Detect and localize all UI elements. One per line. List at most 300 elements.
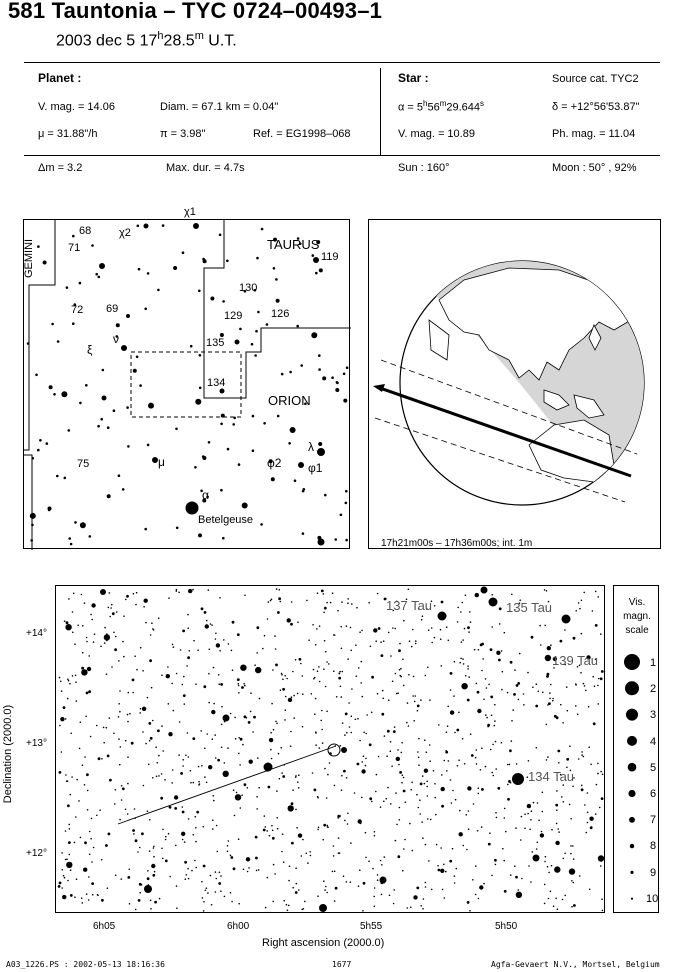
chart-star xyxy=(341,648,343,650)
lbl-lambda: λ xyxy=(308,440,314,454)
lbl-134-tau: 134 Tau xyxy=(528,769,575,784)
chart-star xyxy=(414,695,416,697)
chart-star xyxy=(425,882,427,884)
scale-svg xyxy=(614,586,660,914)
chart-star xyxy=(537,842,539,844)
finder-star xyxy=(252,449,255,452)
chart-star xyxy=(168,732,172,736)
chart-star xyxy=(490,648,493,651)
chart-star xyxy=(182,765,184,767)
chart-star xyxy=(359,631,361,633)
chart-star xyxy=(509,764,511,766)
chart-star xyxy=(477,830,479,832)
chart-star xyxy=(395,840,397,842)
lbl-chi1: χ1 xyxy=(184,206,196,218)
finder-star xyxy=(107,494,111,498)
chart-star xyxy=(82,764,84,766)
chart-star xyxy=(569,868,575,874)
chart-star xyxy=(483,699,485,701)
chart-star xyxy=(218,882,221,885)
chart-star xyxy=(76,878,78,880)
chart-star xyxy=(361,769,365,773)
scale-mag-3: 3 xyxy=(650,709,657,721)
chart-star xyxy=(495,768,497,770)
chart-star xyxy=(254,664,256,666)
chart-star xyxy=(221,747,223,749)
chart-star xyxy=(581,600,583,602)
chart-star xyxy=(118,660,120,662)
chart-star xyxy=(282,688,285,691)
chart-star xyxy=(419,813,421,815)
chart-star xyxy=(67,679,69,681)
chart-star xyxy=(556,809,558,811)
chart-star xyxy=(370,646,372,648)
chart-star xyxy=(344,820,346,822)
label-gemini: GEMINI xyxy=(23,238,35,278)
chart-star xyxy=(151,687,153,689)
chart-star xyxy=(418,807,420,809)
chart-star xyxy=(265,907,267,909)
chart-star xyxy=(515,827,517,829)
chart-star xyxy=(165,860,168,863)
chart-star xyxy=(453,695,455,697)
chart-star xyxy=(192,589,194,591)
chart-star xyxy=(520,839,522,841)
chart-star xyxy=(105,844,108,847)
chart-star xyxy=(399,807,401,809)
chart-star xyxy=(188,756,190,758)
chart-star xyxy=(111,604,113,606)
chart-star xyxy=(358,667,360,669)
chart-star xyxy=(471,754,474,757)
chart-star xyxy=(263,829,266,832)
chart-star xyxy=(234,717,236,719)
chart-star xyxy=(594,685,596,687)
chart-star xyxy=(74,896,76,898)
chart-star xyxy=(339,671,341,673)
chart-star xyxy=(329,762,331,764)
chart-star xyxy=(302,726,304,728)
chart-star xyxy=(599,807,601,809)
chart-star xyxy=(187,656,190,659)
chart-star xyxy=(516,892,522,898)
chart-star xyxy=(587,792,589,794)
chart-star xyxy=(317,895,319,897)
chart-star xyxy=(395,673,397,675)
chart-star xyxy=(491,875,493,877)
chart-star xyxy=(240,807,242,809)
chart-star xyxy=(546,675,549,678)
chart-star xyxy=(467,626,470,629)
chart-star xyxy=(213,795,215,797)
chart-star xyxy=(276,588,278,590)
chart-star xyxy=(438,869,441,872)
finder-star xyxy=(102,369,105,372)
chart-star xyxy=(284,719,286,721)
chart-star xyxy=(73,593,75,595)
chart-star xyxy=(384,856,386,858)
finder-bright-star xyxy=(193,223,199,229)
chart-star xyxy=(104,642,106,644)
chart-star xyxy=(322,742,324,744)
chart-star xyxy=(417,751,419,753)
chart-star xyxy=(125,809,127,811)
finder-star xyxy=(252,415,255,418)
chart-star xyxy=(90,838,92,840)
chart-star xyxy=(161,725,163,727)
chart-star xyxy=(223,771,229,777)
chart-star xyxy=(101,899,104,902)
chart-star xyxy=(502,848,504,850)
chart-star xyxy=(489,832,491,834)
chart-star xyxy=(176,885,178,887)
chart-star xyxy=(468,631,470,633)
chart-star xyxy=(189,650,191,652)
chart-star xyxy=(445,871,447,873)
chart-star xyxy=(274,873,276,875)
chart-star xyxy=(350,842,352,844)
chart-star xyxy=(481,826,483,828)
chart-star xyxy=(446,731,448,733)
chart-star xyxy=(306,853,308,855)
chart-star xyxy=(341,696,343,698)
chart-star xyxy=(347,658,349,660)
chart-star xyxy=(223,639,225,641)
finder-star xyxy=(202,258,205,261)
chart-star xyxy=(89,854,91,856)
chart-star xyxy=(147,877,150,880)
delta-mag: Δm = 3.2 xyxy=(38,162,83,174)
finder-star xyxy=(98,276,101,279)
chart-star xyxy=(401,742,403,744)
chart-star xyxy=(122,641,124,643)
chart-star xyxy=(544,903,546,905)
chart-star xyxy=(564,895,566,897)
chart-star xyxy=(59,725,61,727)
chart-star xyxy=(408,589,410,591)
finder-star xyxy=(31,457,34,460)
lbl-139-tau: 139 Tau xyxy=(552,653,599,668)
chart-star xyxy=(149,740,151,742)
chart-star xyxy=(59,677,61,679)
chart-star xyxy=(477,709,481,713)
chart-star xyxy=(450,689,452,691)
chart-star xyxy=(536,848,538,850)
chart-star xyxy=(499,623,501,625)
scale-dot xyxy=(630,844,634,848)
chart-star xyxy=(78,800,80,802)
chart-star xyxy=(319,681,321,683)
chart-star xyxy=(341,775,343,777)
chart-star xyxy=(410,789,412,791)
chart-star xyxy=(601,797,604,800)
chart-star xyxy=(237,678,240,681)
chart-star xyxy=(584,685,586,687)
chart-star xyxy=(429,760,431,762)
chart-star xyxy=(443,864,445,866)
chart-star xyxy=(572,786,574,788)
chart-star xyxy=(161,674,163,676)
chart-star xyxy=(88,876,90,878)
chart-star xyxy=(123,656,125,658)
chart-star xyxy=(302,839,304,841)
chart-star xyxy=(417,705,420,708)
chart-stars xyxy=(58,587,605,913)
finder-star xyxy=(27,342,30,345)
chart-star xyxy=(467,668,469,670)
chart-star xyxy=(270,732,272,734)
chart-star xyxy=(581,788,584,791)
chart-star xyxy=(68,598,70,600)
chart-star xyxy=(530,881,532,883)
chart-star xyxy=(172,644,174,646)
chart-star xyxy=(424,769,428,773)
chart-star xyxy=(248,867,250,869)
chart-star xyxy=(456,729,459,732)
finder-star xyxy=(266,323,269,326)
chart-star xyxy=(441,787,445,791)
chart-star xyxy=(111,666,113,668)
chart-star xyxy=(422,615,424,617)
chart-star xyxy=(482,658,484,660)
chart-star xyxy=(426,786,428,788)
chart-star xyxy=(118,716,120,718)
chart-star xyxy=(67,698,69,700)
chart-star xyxy=(387,787,389,789)
finder-star xyxy=(276,299,280,303)
chart-star xyxy=(458,712,460,714)
chart-star xyxy=(558,831,560,833)
chart-star xyxy=(345,713,348,716)
lbl-137-tau: 137 Tau xyxy=(386,598,433,613)
chart-star xyxy=(575,610,577,612)
chart-bright-star xyxy=(319,904,327,912)
finder-star xyxy=(95,273,98,276)
sun-elongation: Sun : 160° xyxy=(398,162,450,174)
chart-star xyxy=(490,749,492,751)
chart-star xyxy=(363,732,365,734)
chart-star xyxy=(357,763,360,766)
chart-star xyxy=(514,865,516,867)
chart-star xyxy=(120,746,122,748)
chart-star xyxy=(555,841,559,845)
chart-star xyxy=(430,819,432,821)
chart-star xyxy=(224,896,226,898)
chart-star xyxy=(346,881,348,883)
finder-star xyxy=(49,385,53,389)
chart-star xyxy=(427,818,429,820)
chart-star xyxy=(578,758,580,760)
scale-dot xyxy=(630,871,633,874)
finder-bright-star xyxy=(235,340,240,345)
chart-star xyxy=(139,712,141,714)
chart-star xyxy=(287,910,289,912)
chart-star xyxy=(448,640,450,642)
chart-star xyxy=(67,780,69,782)
chart-star xyxy=(66,621,69,624)
chart-star xyxy=(593,722,596,725)
chart-star xyxy=(540,644,542,646)
chart-star xyxy=(354,792,356,794)
chart-star xyxy=(488,684,490,686)
chart-star xyxy=(61,887,63,889)
chart-star xyxy=(382,690,384,692)
chart-star xyxy=(75,816,77,818)
chart-star xyxy=(362,761,364,763)
chart-star xyxy=(186,874,188,876)
chart-star xyxy=(187,614,189,616)
chart-star xyxy=(244,783,247,786)
scale-title-3: scale xyxy=(625,625,649,636)
chart-star xyxy=(115,789,117,791)
finder-star xyxy=(79,282,82,285)
chart-star xyxy=(346,777,348,779)
chart-star xyxy=(393,903,395,905)
lbl-134: 134 xyxy=(207,377,226,389)
finder-star xyxy=(31,524,34,527)
finder-star xyxy=(198,290,201,293)
chart-bright-star xyxy=(481,587,488,594)
chart-star xyxy=(67,804,70,807)
chart-star xyxy=(476,763,478,765)
chart-star xyxy=(533,802,535,804)
chart-star xyxy=(87,790,89,792)
chart-star xyxy=(326,797,328,799)
chart-star xyxy=(118,703,120,705)
chart-star xyxy=(362,910,364,912)
chart-star xyxy=(321,729,323,731)
lbl-68: 68 xyxy=(79,225,92,237)
chart-star xyxy=(237,633,240,636)
chart-star xyxy=(332,871,334,873)
chart-star xyxy=(474,649,476,651)
planet-vmag: V. mag. = 14.06 xyxy=(38,101,115,113)
chart-star xyxy=(563,784,565,786)
chart-star xyxy=(193,782,195,784)
chart-star xyxy=(275,721,277,723)
chart-star xyxy=(143,606,145,608)
chart-star xyxy=(400,668,402,670)
chart-star xyxy=(153,846,155,848)
chart-star xyxy=(368,602,370,604)
chart-star xyxy=(381,713,384,716)
chart-star xyxy=(424,783,426,785)
chart-star xyxy=(579,608,581,610)
chart-star xyxy=(84,784,86,786)
chart-star xyxy=(288,698,292,702)
chart-star xyxy=(70,733,72,735)
finder-bright-star xyxy=(121,345,127,351)
chart-star xyxy=(238,683,240,685)
chart-star xyxy=(88,655,90,657)
chart-star xyxy=(575,684,577,686)
chart-star xyxy=(212,738,214,740)
finder-star xyxy=(273,267,276,270)
finder-star xyxy=(318,354,321,357)
planet-heading: Planet : xyxy=(38,71,82,85)
chart-star xyxy=(76,700,78,702)
scale-dot xyxy=(627,736,637,746)
ytick-14: +14° xyxy=(26,628,47,639)
finder-star xyxy=(107,426,110,429)
chart-star xyxy=(437,865,439,867)
finder-star xyxy=(162,224,165,227)
chart-star xyxy=(538,820,540,822)
chart-star xyxy=(208,765,212,769)
chart-star xyxy=(195,841,197,843)
chart-star xyxy=(532,687,534,689)
label-orion: ORION xyxy=(268,393,311,408)
chart-star xyxy=(528,865,530,867)
chart-star xyxy=(571,880,573,882)
chart-star xyxy=(136,592,138,594)
chart-star xyxy=(290,731,292,733)
chart-star xyxy=(408,674,410,676)
chart-star xyxy=(109,717,111,719)
chart-star xyxy=(355,719,357,721)
finder-star xyxy=(226,260,229,263)
chart-star xyxy=(160,797,163,800)
chart-star xyxy=(161,773,163,775)
chart-star xyxy=(476,749,478,751)
chart-star xyxy=(597,763,599,765)
chart-star xyxy=(340,745,342,747)
chart-star xyxy=(322,839,324,841)
chart-star xyxy=(198,784,200,786)
chart-star xyxy=(153,856,155,858)
chart-star xyxy=(133,833,135,835)
chart-star xyxy=(149,659,152,662)
chart-star xyxy=(201,765,203,767)
finder-star xyxy=(202,455,205,458)
star-delta: δ = +12°56'53.87" xyxy=(552,101,640,113)
chart-star xyxy=(185,755,187,757)
chart-star xyxy=(403,620,405,622)
chart-star xyxy=(566,767,568,769)
chart-star xyxy=(519,653,521,655)
chart-star xyxy=(434,637,436,639)
chart-star xyxy=(595,813,597,815)
chart-star xyxy=(243,683,245,685)
chart-star xyxy=(323,880,325,882)
chart-star xyxy=(317,829,319,831)
chart-star xyxy=(521,878,523,880)
chart-star xyxy=(255,836,258,839)
chart-star xyxy=(255,667,261,673)
chart-star xyxy=(171,782,173,784)
finder-bright-star xyxy=(186,502,199,515)
chart-star xyxy=(167,675,169,677)
chart-star xyxy=(203,826,205,828)
chart-star xyxy=(151,864,155,868)
chart-star xyxy=(557,908,559,910)
chart-star xyxy=(361,661,363,663)
chart-star xyxy=(324,889,326,891)
finder-star xyxy=(322,376,326,380)
chart-star xyxy=(399,819,401,821)
chart-star xyxy=(72,632,74,634)
chart-star xyxy=(148,722,151,725)
finder-star xyxy=(300,364,303,367)
chart-star xyxy=(253,716,256,719)
chart-star xyxy=(90,736,92,738)
chart-star xyxy=(256,652,258,654)
chart-star xyxy=(573,858,575,860)
chart-star xyxy=(374,906,376,908)
finder-star xyxy=(281,373,284,376)
chart-star xyxy=(383,640,385,642)
chart-star xyxy=(404,839,406,841)
